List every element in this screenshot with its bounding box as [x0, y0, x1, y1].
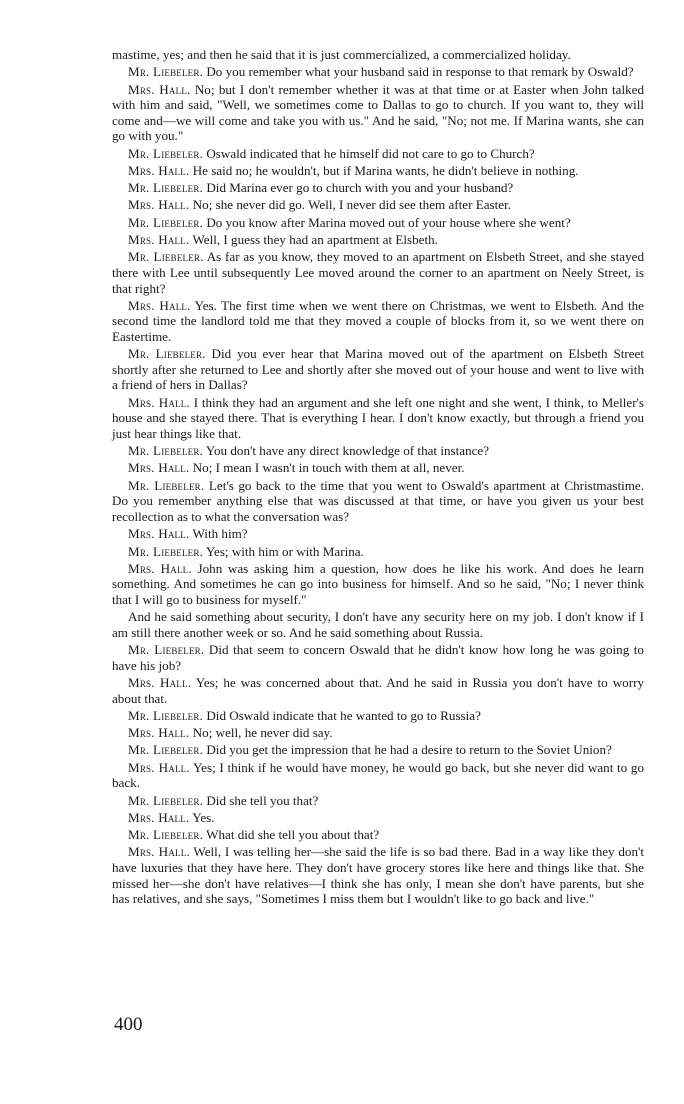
transcript-paragraph	[112, 180, 644, 196]
paragraph-text: Well, I guess they had an apartment at Elsbeth.	[192, 232, 438, 248]
transcript-paragraph	[112, 742, 644, 758]
paragraph-text: Did you ever hear that Marina moved out of the apartment on Elsbeth Street shortly after she returned to Lee and shortly after she moved out of your house and went to live with a friend of hers in Dallas?	[112, 346, 644, 393]
speaker-name: Mrs. Hall.	[128, 297, 191, 313]
speaker-name: Mr. Liebeler.	[128, 249, 204, 265]
speaker-name: Mrs. Hall.	[128, 232, 190, 248]
speaker-name: Mrs. Hall.	[128, 844, 190, 860]
transcript-paragraph	[112, 793, 644, 809]
speaker-name: Mr. Liebeler.	[128, 543, 204, 559]
transcript-paragraph	[112, 708, 644, 724]
speaker-name: Mr. Liebeler.	[128, 180, 204, 196]
paragraph-text: Well, I was telling her—she said the life is so bad there. Bad in a way like they don't have luxuries that they have here. They don't have grocery stores like here and things like that. She missed her—she don't have relatives—I think she has only, I mean she don't have parents, but she has relatives, and she says, "Sometimes I miss them but I wouldn't like to go back and live."	[112, 844, 644, 907]
speaker-name: Mrs. Hall.	[128, 759, 190, 775]
transcript-paragraph	[112, 526, 644, 542]
speaker-name: Mrs. Hall.	[128, 725, 190, 741]
transcript-paragraph	[112, 443, 644, 459]
paragraph-text: No; but I don't remember whether it was at that time or at Easter when John talked with him and said, "Well, we sometimes come to Dallas to go to church. If you want to, they will come and—we will come and take you with us." And he said, "No; not me. If Marina wants, she can go with you."	[112, 81, 645, 144]
transcript-paragraph	[112, 609, 644, 640]
paragraph-text: No; well, he never did say.	[192, 725, 333, 741]
paragraph-text: No; I mean I wasn't in touch with them at all, never.	[192, 460, 465, 476]
transcript-paragraph	[112, 47, 644, 63]
speaker-name: Mr. Liebeler.	[128, 145, 204, 161]
paragraph-text: Did you get the impression that he had a desire to return to the Soviet Union?	[206, 742, 612, 758]
paragraph-text: Yes.	[192, 809, 215, 825]
transcript-paragraph	[112, 197, 644, 213]
transcript-paragraph	[112, 561, 644, 608]
speaker-name: Mrs. Hall.	[128, 809, 190, 825]
transcript-paragraph	[112, 478, 644, 525]
speaker-name: Mrs. Hall.	[128, 560, 192, 576]
speaker-name: Mr. Liebeler.	[128, 346, 206, 362]
paragraph-text: Let's go back to the time that you went to Oswald's apartment at Christmastime. Do you remember anything else that was discussed at that time, or have you given us your best recollection as to what the conversation was?	[112, 477, 645, 524]
paragraph-text: I think they had an argument and she left one night and she went, I think, to Meller's house and she stayed there. That is everything I hear. I don't know exactly, but through a friend you just hear things like that.	[112, 394, 645, 441]
speaker-name: Mrs. Hall.	[128, 394, 190, 410]
paragraph-text: With him?	[192, 526, 248, 542]
speaker-name: Mrs. Hall.	[128, 526, 190, 542]
speaker-name: Mrs. Hall.	[128, 81, 191, 97]
document-body	[112, 47, 644, 909]
paragraph-text: No; she never did go. Well, I never did see them after Easter.	[192, 197, 512, 213]
paragraph-text: You don't have any direct knowledge of that instance?	[205, 443, 490, 459]
speaker-name: Mr. Liebeler.	[128, 707, 204, 723]
transcript-paragraph	[112, 395, 644, 442]
transcript-paragraph	[112, 544, 644, 560]
transcript-paragraph	[112, 298, 644, 345]
transcript-paragraph	[112, 249, 644, 296]
transcript-paragraph	[112, 232, 644, 248]
paragraph-text: Did Oswald indicate that he wanted to go to Russia?	[206, 707, 481, 723]
transcript-paragraph	[112, 760, 644, 791]
paragraph-text: And he said something about security, I don't have any security here on my job. I don't know if I am still there another week or so. And he said something about Russia.	[112, 609, 644, 640]
paragraph-text: Yes. The first time when we went there on Christmas, we went to Elsbeth. And the second time the landlord told me that they moved a couple of blocks from it, so we went there on Eastertime.	[112, 297, 644, 344]
transcript-paragraph	[112, 82, 644, 144]
speaker-name: Mrs. Hall.	[128, 460, 190, 476]
paragraph-text: As far as you know, they moved to an apartment on Elsbeth Street, and she stayed there with Lee until subsequently Lee moved around the corner to an apartment on Neely Street, is that right?	[112, 249, 644, 296]
transcript-paragraph	[112, 215, 644, 231]
speaker-name: Mr. Liebeler.	[128, 214, 204, 230]
speaker-name: Mrs. Hall.	[128, 162, 190, 178]
speaker-name: Mr. Liebeler.	[128, 792, 204, 808]
speaker-name: Mr. Liebeler.	[128, 443, 204, 459]
speaker-name: Mrs. Hall.	[128, 197, 190, 213]
paragraph-text: Do you remember what your husband said in response to that remark by Oswald?	[206, 64, 634, 80]
paragraph-text: Do you know after Marina moved out of your house where she went?	[206, 214, 571, 230]
paragraph-text: Did that seem to concern Oswald that he didn't know how long he was going to have his job?	[112, 642, 644, 673]
transcript-paragraph	[112, 346, 644, 393]
speaker-name: Mrs. Hall.	[128, 675, 192, 690]
speaker-name: Mr. Liebeler.	[128, 642, 205, 658]
page-number: 400	[114, 1014, 143, 1035]
paragraph-text: He said no; he wouldn't, but if Marina wants, he didn't believe in nothing.	[192, 162, 579, 178]
speaker-name: Mr. Liebeler.	[128, 477, 205, 493]
paragraph-text: Yes; he was concerned about that. And he said in Russia you don't have to worry about that.	[112, 675, 644, 706]
transcript-paragraph	[112, 163, 644, 179]
transcript-paragraph	[112, 460, 644, 476]
paragraph-text: What did she tell you about that?	[206, 827, 380, 843]
paragraph-text: Yes; I think if he would have money, he would go back, but she never did want to go back.	[112, 759, 644, 791]
speaker-name: Mr. Liebeler.	[128, 742, 204, 758]
speaker-name: Mr. Liebeler.	[128, 64, 204, 80]
paragraph-text: Yes; with him or with Marina.	[205, 543, 364, 559]
transcript-paragraph	[112, 725, 644, 741]
transcript-paragraph	[112, 675, 644, 706]
paragraph-text: mastime, yes; and then he said that it is just commercialized, a commercialized holiday.	[112, 47, 571, 62]
transcript-paragraph	[112, 146, 644, 162]
transcript-paragraph	[112, 642, 644, 673]
paragraph-text: Did Marina ever go to church with you and your husband?	[206, 180, 514, 196]
speaker-name: Mr. Liebeler.	[128, 827, 204, 843]
paragraph-text: Did she tell you that?	[206, 792, 319, 808]
transcript-paragraph	[112, 810, 644, 826]
paragraph-text: Oswald indicated that he himself did not care to go to Church?	[206, 145, 535, 161]
paragraph-text: John was asking him a question, how does he like his work. And does he learn something. And sometimes he can go into business for himself. And so he said, "No; I never think that I will go to business for myself."	[112, 560, 645, 607]
transcript-paragraph	[112, 64, 644, 80]
transcript-paragraph	[112, 827, 644, 843]
transcript-paragraph	[112, 844, 644, 906]
